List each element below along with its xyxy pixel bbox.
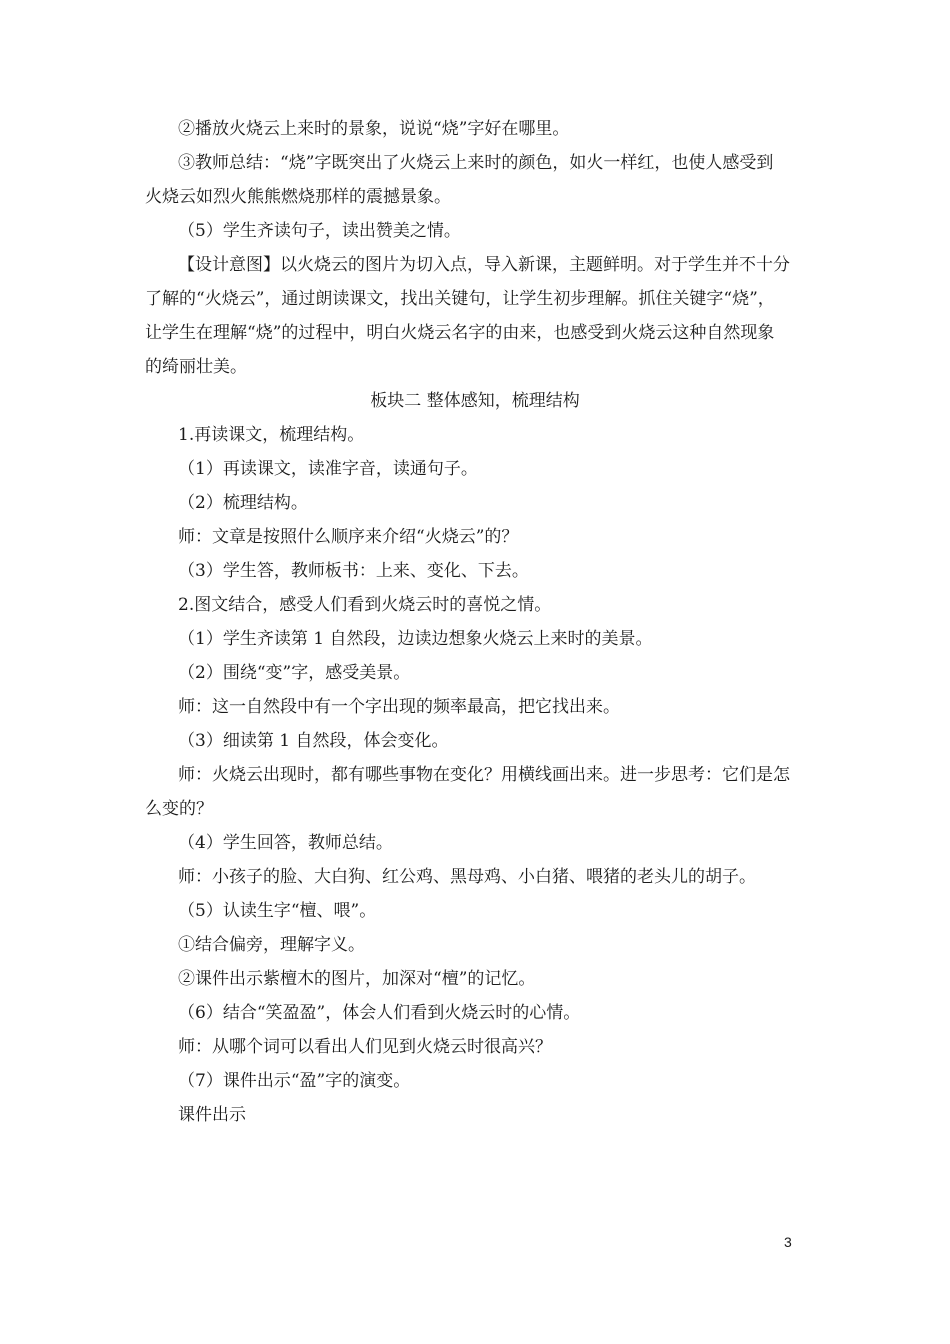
text-line: 师：小孩子的脸、大白狗、红公鸡、黑母鸡、小白猪、喂猪的老头儿的胡子。 (178, 867, 756, 887)
text-line: （6）结合“笑盈盈”，体会人们看到火烧云时的心情。 (178, 1003, 581, 1023)
text-line: （5）学生齐读句子，读出赞美之情。 (178, 221, 461, 241)
text-line: （3）学生答，教师板书：上来、变化、下去。 (178, 561, 529, 581)
text-line: 师：从哪个词可以看出人们见到火烧云时很高兴？ (178, 1037, 552, 1057)
text-line: 师：这一自然段中有一个字出现的频率最高，把它找出来。 (178, 697, 620, 717)
text-line: 火烧云如烈火熊熊燃烧那样的震撼景象。 (145, 187, 451, 207)
text-line: （4）学生回答，教师总结。 (178, 833, 393, 853)
text-line: ②播放火烧云上来时的景象，说说“烧”字好在哪里。 (178, 119, 570, 139)
text-line: 么变的？ (145, 799, 213, 819)
section-heading: 板块二 整体感知，梳理结构 (370, 391, 580, 411)
text-line: （1）再读课文，读准字音，读通句子。 (178, 459, 478, 479)
design-intent-paragraph: 【设计意图】以火烧云的图片为切入点，导入新课，主题鲜明。对于学生并不十分 (178, 255, 790, 275)
text-line: （7）课件出示“盈”字的演变。 (178, 1071, 411, 1091)
text-line: （2）围绕“变”字，感受美景。 (178, 663, 411, 683)
text-line: ①结合偏旁，理解字义。 (178, 935, 365, 955)
text-line: （2）梳理结构。 (178, 493, 308, 513)
text-line: 让学生在理解“烧”的过程中，明白火烧云名字的由来，也感受到火烧云这种自然现象 (145, 323, 775, 343)
text-line: 师：火烧云出现时，都有哪些事物在变化？用横线画出来。进一步思考：它们是怎 (178, 765, 790, 785)
text-line: 2.图文结合，感受人们看到火烧云时的喜悦之情。 (178, 595, 552, 615)
text-line: （3）细读第 1 自然段，体会变化。 (178, 731, 449, 751)
text-line: （1）学生齐读第 1 自然段，边读边想象火烧云上来时的美景。 (178, 629, 653, 649)
page-number: 3 (784, 1234, 792, 1250)
text-line: 师：文章是按照什么顺序来介绍“火烧云”的？ (178, 527, 519, 547)
text-line: ③教师总结：“烧”字既突出了火烧云上来时的颜色，如火一样红，也使人感受到 (178, 153, 774, 173)
text-line: ②课件出示紫檀木的图片，加深对“檀”的记忆。 (178, 969, 536, 989)
text-line: 了解的“火烧云”，通过朗读课文，找出关键句，让学生初步理解。抓住关键字“烧”， (145, 289, 775, 309)
text-line: 1.再读课文，梳理结构。 (178, 425, 365, 445)
text-line: （5）认读生字“檀、喂”。 (178, 901, 377, 921)
text-line: 的绮丽壮美。 (145, 357, 247, 377)
text-line: 课件出示 (178, 1105, 246, 1125)
